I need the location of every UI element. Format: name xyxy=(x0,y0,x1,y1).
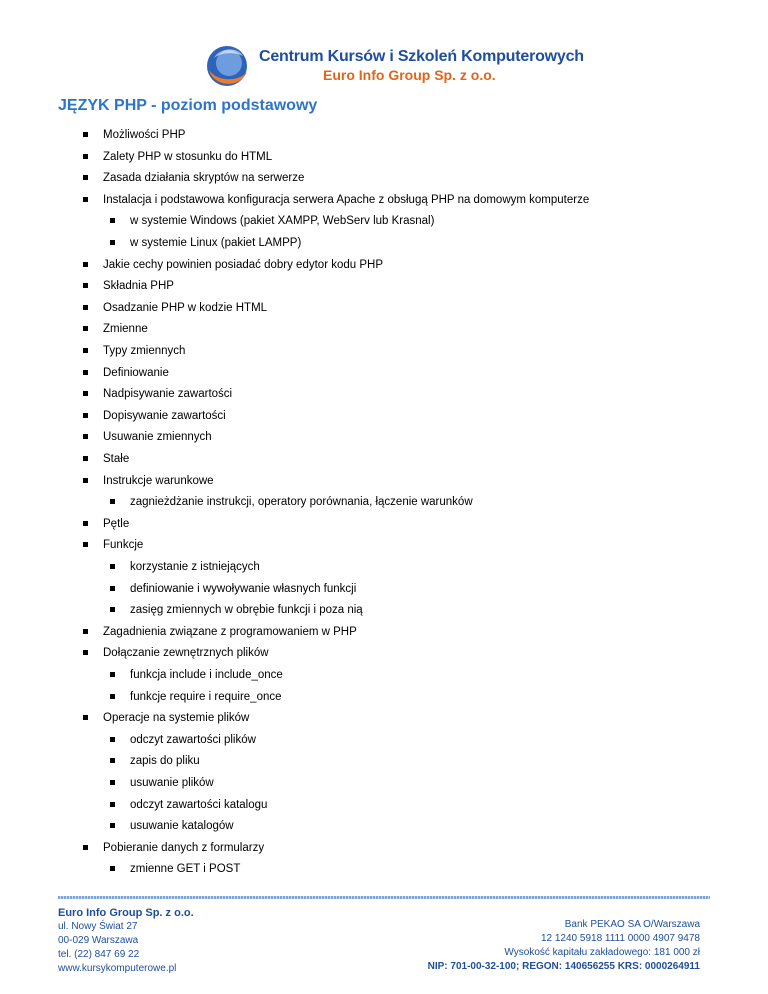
list-item-text: Zagadnienia związane z programowaniem w PHP xyxy=(103,626,357,638)
square-bullet-icon xyxy=(110,499,115,504)
square-bullet-icon xyxy=(110,823,115,828)
footer-city: 00-029 Warszawa xyxy=(58,935,139,946)
square-bullet-icon xyxy=(83,456,88,461)
list-item-text: usuwanie plików xyxy=(130,777,214,789)
list-item-text: zmienne GET i POST xyxy=(130,863,241,875)
list-item-text: Pętle xyxy=(103,518,130,530)
list-item-text: usuwanie katalogów xyxy=(130,820,234,832)
list-item-text: funkcje require i require_once xyxy=(130,691,282,703)
square-bullet-icon xyxy=(83,197,88,202)
list-item-text: Dołączanie zewnętrznych plików xyxy=(103,647,269,659)
list-item-text: Nadpisywanie zawartości xyxy=(103,388,233,400)
square-bullet-icon xyxy=(110,737,115,742)
footer-website-link[interactable]: www.kursykomputerowe.pl xyxy=(58,963,177,974)
list-item-text: korzystanie z istniejących xyxy=(130,561,260,573)
list-item-text: Funkcje xyxy=(103,539,144,551)
square-bullet-icon xyxy=(110,694,115,699)
footer-street: ul. Nowy Świat 27 xyxy=(58,921,138,932)
square-bullet-icon xyxy=(83,542,88,547)
list-item-text: w systemie Linux (pakiet LAMPP) xyxy=(130,237,302,249)
square-bullet-icon xyxy=(83,413,88,418)
list-item-text: Zasada działania skryptów na serwerze xyxy=(103,172,305,184)
square-bullet-icon xyxy=(83,370,88,375)
square-bullet-icon xyxy=(83,845,88,850)
square-bullet-icon xyxy=(83,650,88,655)
square-bullet-icon xyxy=(83,283,88,288)
square-bullet-icon xyxy=(83,175,88,180)
list-item-text: Dopisywanie zawartości xyxy=(103,410,226,422)
list-item-text: odczyt zawartości katalogu xyxy=(130,799,268,811)
list-item-text: Składnia PHP xyxy=(103,280,174,292)
list-item-text: Możliwości PHP xyxy=(103,129,186,141)
list-item-text: Instalacja i podstawowa konfiguracja serwera Apache z obsługą PHP na domowym komputerze xyxy=(103,194,590,206)
square-bullet-icon xyxy=(110,758,115,763)
footer-capital: Wysokość kapitału zakładowego: 181 000 zł xyxy=(504,947,700,958)
square-bullet-icon xyxy=(83,305,88,310)
square-bullet-icon xyxy=(110,218,115,223)
list-item-text: funkcja include i include_once xyxy=(130,669,283,681)
square-bullet-icon xyxy=(83,348,88,353)
list-item-text: definiowanie i wywoływanie własnych funkcji xyxy=(130,583,357,595)
list-item-text: Jakie cechy powinien posiadać dobry edytor kodu PHP xyxy=(103,259,383,271)
square-bullet-icon xyxy=(110,607,115,612)
footer-company: Euro Info Group Sp. z o.o. xyxy=(58,907,194,919)
square-bullet-icon xyxy=(83,629,88,634)
brand-name: Centrum Kursów i Szkoleń Komputerowych xyxy=(259,48,584,65)
square-bullet-icon xyxy=(83,391,88,396)
list-item-text: Stałe xyxy=(103,453,130,465)
square-bullet-icon xyxy=(110,240,115,245)
square-bullet-icon xyxy=(110,866,115,871)
square-bullet-icon xyxy=(110,564,115,569)
square-bullet-icon xyxy=(83,154,88,159)
page-title: JĘZYK PHP - poziom podstawowy xyxy=(58,97,318,114)
list-item-text: Usuwanie zmiennych xyxy=(103,431,212,443)
square-bullet-icon xyxy=(83,715,88,720)
footer-account: 12 1240 5918 1111 0000 4907 9478 xyxy=(540,933,700,944)
square-bullet-icon xyxy=(83,478,88,483)
list-item-text: Zalety PHP w stosunku do HTML xyxy=(103,151,273,163)
square-bullet-icon xyxy=(83,434,88,439)
list-item-text: odczyt zawartości plików xyxy=(130,734,256,746)
square-bullet-icon xyxy=(110,802,115,807)
list-item-text: Osadzanie PHP w kodzie HTML xyxy=(103,302,268,314)
footer-phone: tel. (22) 847 69 22 xyxy=(58,949,140,960)
list-item-text: Instrukcje warunkowe xyxy=(103,475,214,487)
square-bullet-icon xyxy=(83,326,88,331)
list-item-text: Typy zmiennych xyxy=(103,345,186,357)
square-bullet-icon xyxy=(110,780,115,785)
footer-address xyxy=(58,906,194,976)
list-item-text: Pobieranie danych z formularzy xyxy=(103,842,265,854)
footer-registration xyxy=(428,918,700,974)
list-item-text: Operacje na systemie plików xyxy=(103,712,250,724)
list-item-text: w systemie Windows (pakiet XAMPP, WebServ lub Krasnal) xyxy=(130,215,435,227)
brand-company: Euro Info Group Sp. z o.o. xyxy=(323,67,496,83)
list-item-text: zapis do pliku xyxy=(130,755,200,767)
footer-divider xyxy=(58,896,710,899)
square-bullet-icon xyxy=(110,586,115,591)
square-bullet-icon xyxy=(110,672,115,677)
list-item-text: zasięg zmiennych w obrębie funkcji i poza nią xyxy=(130,604,363,616)
square-bullet-icon xyxy=(83,132,88,137)
header-banner xyxy=(205,44,584,94)
footer-bank: Bank PEKAO SA O/Warszawa xyxy=(564,919,700,930)
list-item-text: Definiowanie xyxy=(103,367,169,379)
globe-logo-icon xyxy=(205,44,249,88)
square-bullet-icon xyxy=(83,521,88,526)
square-bullet-icon xyxy=(83,262,88,267)
list-item-text: Zmienne xyxy=(103,323,148,335)
list-item-text: zagnieżdżanie instrukcji, operatory porównania, łączenie warunków xyxy=(130,496,473,508)
footer-registry: NIP: 701-00-32-100; REGON: 140656255 KRS: 0000264911 xyxy=(427,961,700,972)
